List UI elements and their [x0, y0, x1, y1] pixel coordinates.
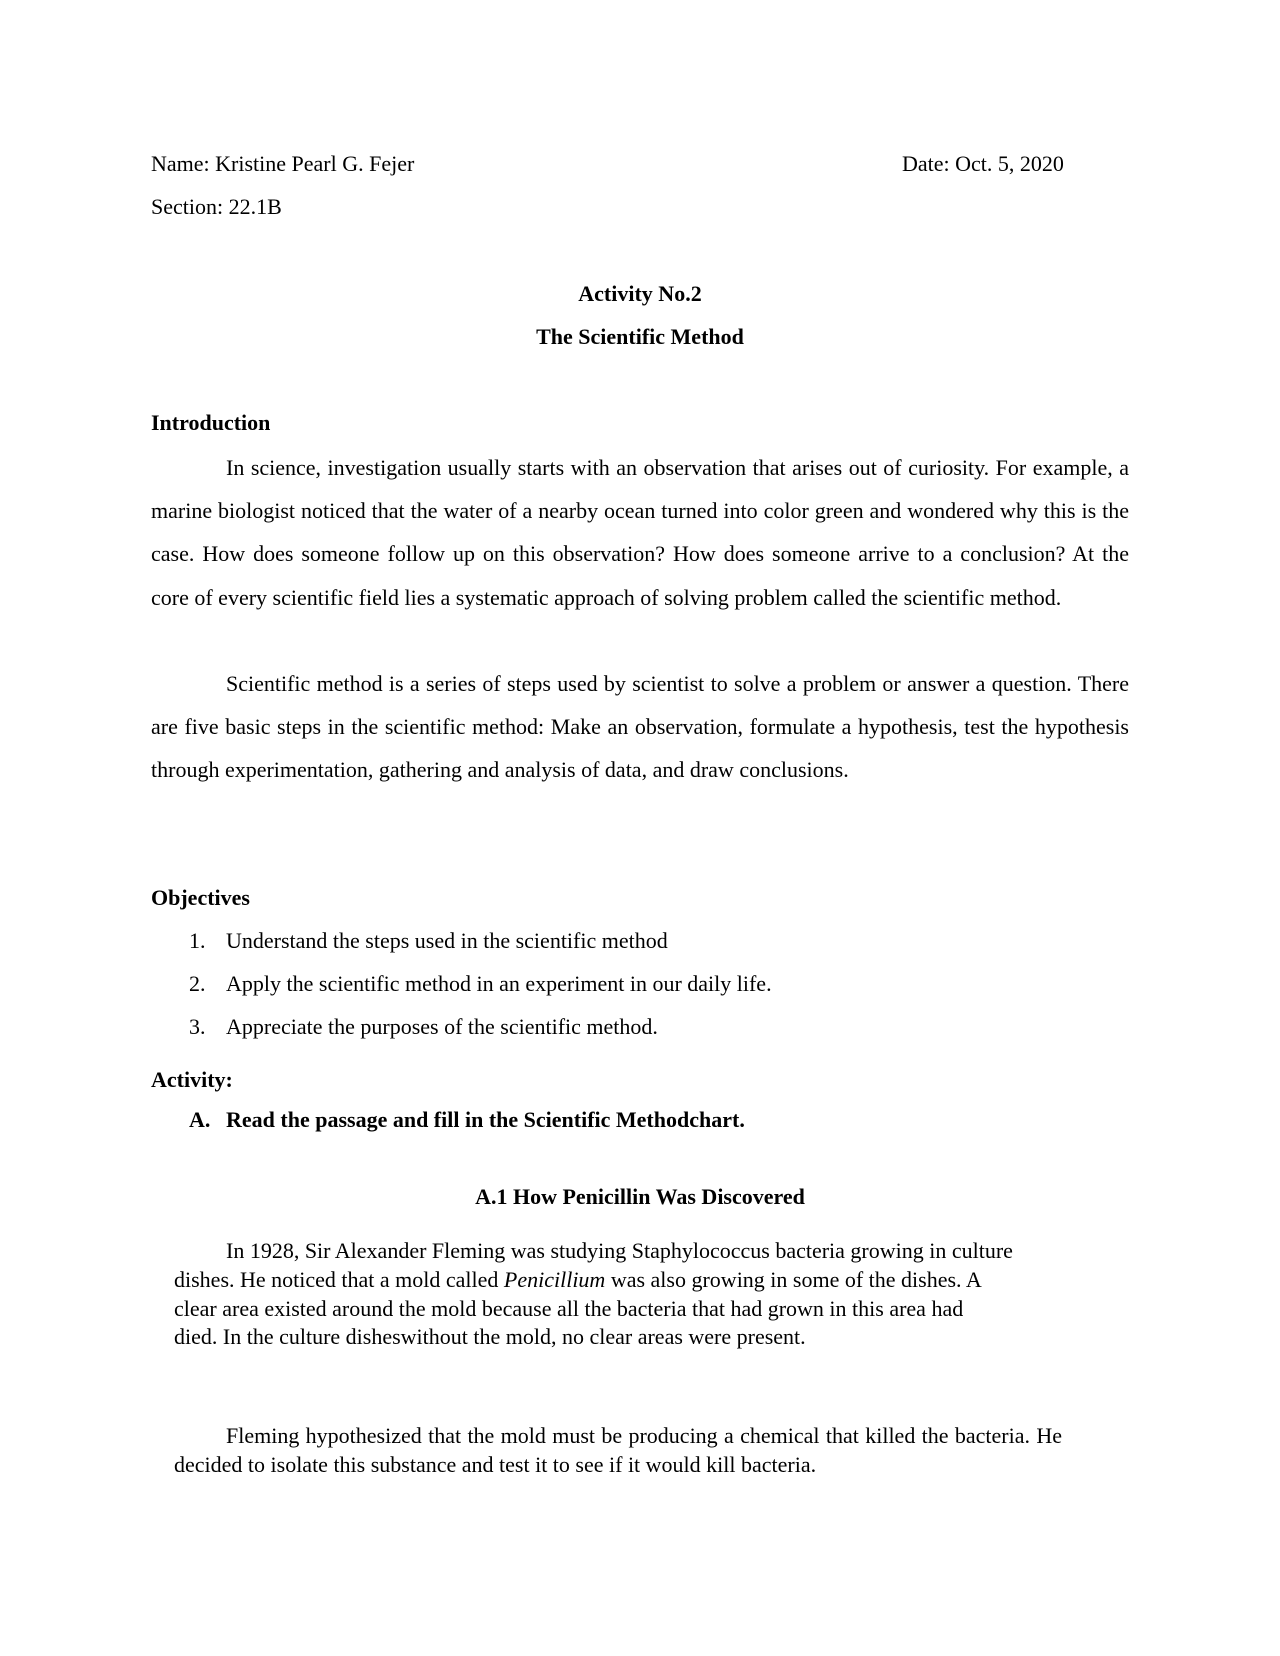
activity-item-letter: A.	[189, 1107, 211, 1132]
passage-line	[174, 1266, 1129, 1295]
passage-line: clear area existed around the mold because all the bacteria that had grown in this area had	[174, 1295, 964, 1321]
name-line	[151, 153, 414, 175]
penicillium-italic: Penicillium	[503, 1266, 606, 1292]
objective-number: 1.	[189, 928, 206, 953]
activity-title: Activity No.2	[578, 281, 702, 306]
name-label: Name:	[151, 151, 210, 176]
activity-heading: Activity:	[151, 1067, 233, 1092]
passage-line: In 1928, Sir Alexander Fleming was studying Staphylococcus bacteria growing in culture	[226, 1238, 1013, 1263]
passage-text: dishes. He noticed that a mold called	[174, 1266, 504, 1292]
section-value: 22.1B	[228, 194, 282, 219]
objective-number: 2.	[189, 971, 206, 996]
activity-item-text: Read the passage and fill in the Scientific Methodchart.	[226, 1107, 745, 1132]
passage-line: died. In the culture disheswithout the mold, no clear areas were present.	[174, 1324, 806, 1350]
objective-number: 3.	[189, 1014, 206, 1039]
objective-text: Appreciate the purposes of the scientific method.	[226, 1014, 658, 1039]
passage-title: A.1 How Penicillin Was Discovered	[475, 1184, 805, 1209]
introduction-heading: Introduction	[151, 410, 271, 435]
section-label: Section:	[151, 194, 224, 219]
objective-text: Understand the steps used in the scientific method	[226, 928, 668, 953]
date-label: Date:	[902, 151, 950, 176]
passage-text: was also growing in some of the dishes. A	[605, 1266, 982, 1292]
name-value: Kristine Pearl G. Fejer	[215, 151, 415, 176]
objective-text: Apply the scientific method in an experiment in our daily life.	[226, 971, 772, 996]
passage-paragraph-1	[174, 1237, 1129, 1352]
passage-paragraph-2: Fleming hypothesized that the mold must be producing a chemical that killed the bacteria. He decided to isolate this substance and test it to see if it would kill bacteria.	[174, 1423, 1062, 1477]
date-line	[902, 153, 1064, 175]
date-value: Oct. 5, 2020	[955, 151, 1064, 176]
introduction-paragraph-2: Scientific method is a series of steps used by scientist to solve a problem or answer a question. There are five basic steps in the scientific method: Make an observation, formulate a hypothesis, test the hypothesis through experimentation, gathering and analysis of data, and draw conclusions.	[151, 671, 1129, 783]
introduction-paragraph-1: In science, investigation usually starts with an observation that arises out of curiosity. For example, a marine biologist noticed that the water of a nearby ocean turned into color green and wondered why this is the case. How does someone follow up on this observation? How does someone arrive to a conclusion? At the core of every scientific field lies a systematic approach of solving problem called the scientific method.	[151, 455, 1129, 610]
activity-subtitle: The Scientific Method	[536, 324, 744, 349]
section-line	[151, 196, 282, 218]
objectives-heading: Objectives	[151, 885, 250, 910]
